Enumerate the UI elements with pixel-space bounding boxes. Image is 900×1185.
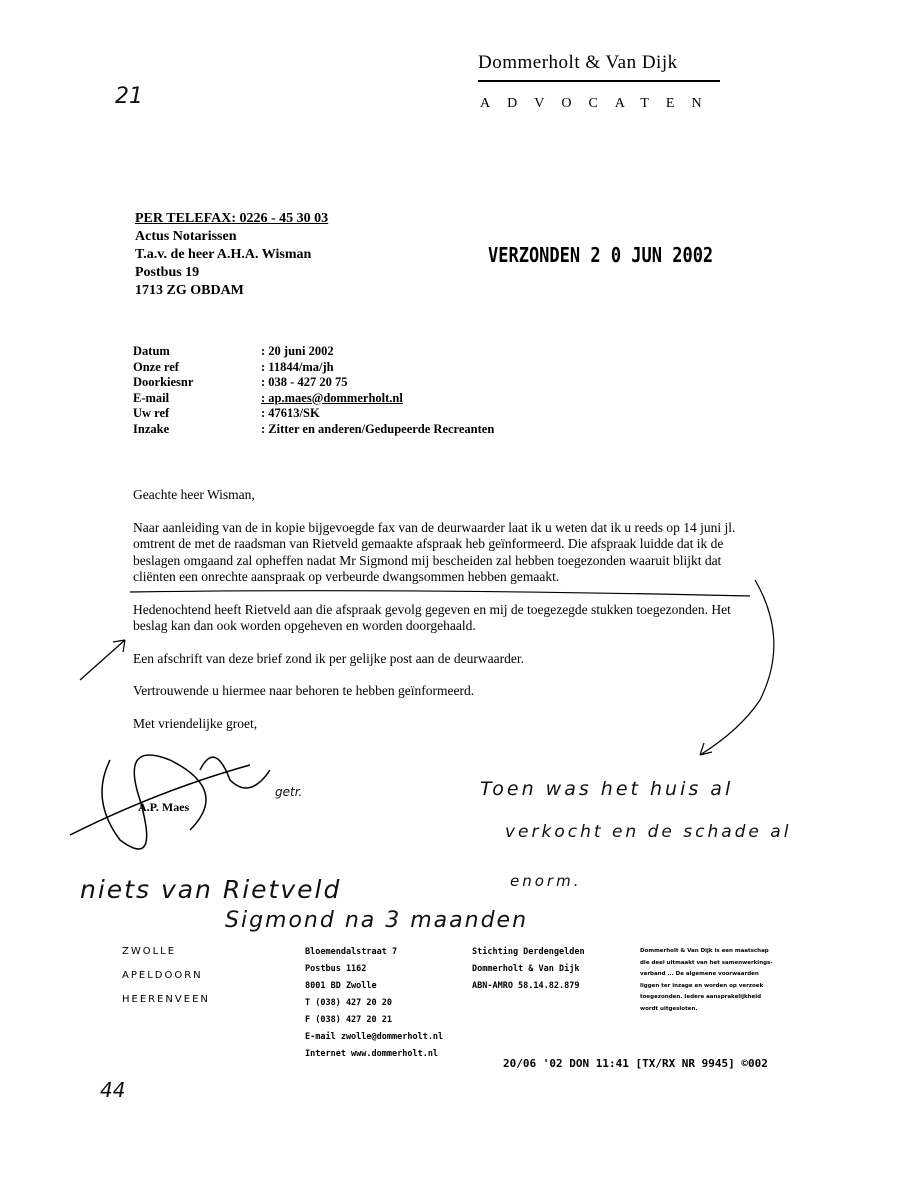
signer-name: A.P. Maes — [138, 800, 190, 814]
signer-note: getr. — [275, 785, 303, 799]
address-line: E-mail zwolle@dommerholt.nl — [305, 1032, 444, 1042]
handwritten-note: verkocht en de schade al — [505, 822, 792, 842]
bank-line: Stichting Derdengelden — [472, 947, 585, 957]
meta-value: : ap.maes@dommerholt.nl — [261, 390, 403, 405]
arrow-curve — [700, 580, 774, 755]
office-cities — [122, 940, 210, 1012]
address-line: F (038) 427 20 21 — [305, 1015, 392, 1025]
city: APELDOORN — [122, 970, 203, 981]
handwritten-note: enorm. — [510, 872, 582, 890]
disclaimer-line: verband ... De algemene voorwaarden — [640, 971, 759, 977]
meta-key: Inzake — [133, 421, 170, 436]
closing: Met vriendelijke groet, — [133, 715, 258, 731]
address-line: T (038) 427 20 20 — [305, 998, 392, 1008]
recipient-line: T.a.v. de heer A.H.A. Wisman — [135, 247, 312, 262]
meta-key: Doorkiesnr — [133, 375, 194, 389]
meta-key: Uw ref — [133, 406, 170, 420]
bank-line: ABN-AMRO 58.14.82.879 — [472, 981, 580, 991]
paragraph: Naar aanleiding van de in kopie bijgevoegde fax van de deurwaarder laat ik u weten dat ik u reeds op 14 juni jl. omtrent de met de raadsman van Rietveld gemaakte afspraak heb geïnformeerd. Die afspraak luidde dat ik de beslagen omgaand zal opheffen nadat Mr Sigmond mij bescheiden zal hebben toegezonden waaruit blijkt dat cliënten een onrechte aanspraak op verbeurde dwangsommen hebben gemaakt. — [133, 519, 736, 584]
meta-value: : 47613/SK — [261, 406, 320, 420]
sent-stamp: VERZONDEN 2 0 JUN 2002 — [488, 244, 714, 268]
recipient-line: 1713 ZG OBDAM — [135, 283, 244, 298]
paragraph: Een afschrift van deze brief zond ik per gelijke post aan de deurwaarder. — [133, 650, 524, 666]
handwritten-note: Sigmond na 3 maanden — [225, 908, 529, 933]
salutation: Geachte heer Wisman, — [133, 487, 255, 502]
handwritten-note: Toen was het huis al — [480, 778, 734, 800]
city: HEERENVEEN — [122, 994, 210, 1005]
disclaimer-line: die deel uitmaakt van het samenwerkings- — [640, 959, 773, 966]
bank-line: Dommerholt & Van Dijk — [472, 964, 580, 974]
meta-value: : 11844/ma/jh — [261, 359, 334, 374]
disclaimer-line: toegezonden. Iedere aansprakelijkheid — [640, 994, 762, 1000]
meta-key: E-mail — [133, 390, 170, 405]
handwritten-note: niets van Rietveld — [80, 875, 342, 904]
meta-key: Onze ref — [133, 359, 179, 374]
disclaimer-line: wordt uitgesloten. — [640, 1005, 698, 1012]
meta-value: : 038 - 427 20 75 — [261, 375, 348, 389]
firm-subtitle: ADVOCATEN — [480, 96, 719, 111]
recipient-line: Postbus 19 — [135, 265, 200, 280]
city: ZWOLLE — [122, 946, 177, 957]
footer-disclaimer — [640, 946, 800, 1015]
address-line: Internet www.dommerholt.nl — [305, 1049, 439, 1059]
disclaimer-line: Dommerholt & Van Dijk is een maatschap — [640, 948, 769, 954]
address-line: Bloemendalstraat 7 — [305, 947, 398, 957]
meta-value: : Zitter en anderen/Gedupeerde Recreanten — [261, 421, 495, 436]
fax-number: PER TELEFAX: 0226 - 45 30 03 — [135, 211, 329, 226]
meta-value: : 20 juni 2002 — [261, 344, 334, 358]
bottom-page-number: 44 — [100, 1078, 126, 1102]
footer-bank — [472, 944, 585, 995]
underline-mark — [130, 591, 750, 596]
disclaimer-line: liggen ter inzage en worden op verzoek — [640, 982, 764, 989]
address-line: 8001 BD Zwolle — [305, 981, 377, 991]
recipient-line: Actus Notarissen — [135, 229, 237, 244]
fax-transmission-line: 20/06 '02 DON 11:41 [TX/RX NR 9945] ©002 — [503, 1057, 768, 1070]
paragraph: Hedenochtend heeft Rietveld aan die afspraak gevolg gegeven en mij de toegezegde stukken toegezonden. Het beslag kan dan ook worden opgeheven en worden doorgehaald. — [133, 601, 731, 633]
arrow-icon — [80, 640, 125, 680]
firm-name: Dommerholt & Van Dijk — [478, 52, 678, 73]
address-line: Postbus 1162 — [305, 964, 367, 974]
meta-key: Datum — [133, 344, 170, 358]
footer-address — [305, 944, 443, 1063]
page-number: 21 — [115, 84, 143, 109]
paragraph: Vertrouwende u hiermee naar behoren te hebben geïnformeerd. — [133, 683, 475, 698]
